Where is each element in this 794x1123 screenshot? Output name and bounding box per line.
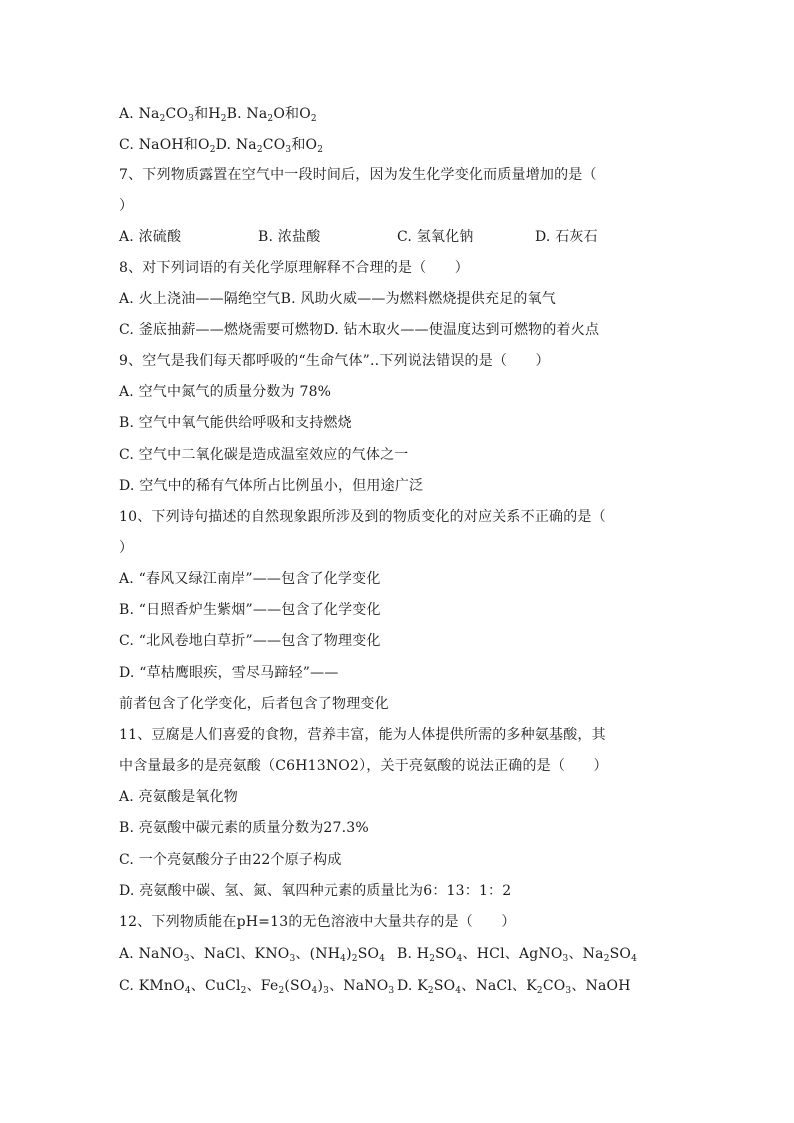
q9-option-d: D. 空气中的稀有气体所占比例虽小，但用途广泛 — [119, 478, 424, 494]
q7-option-a: A. 浓硫酸 — [119, 229, 182, 245]
q9-option-c: C. 空气中二氧化碳是造成温室效应的气体之一 — [119, 447, 409, 463]
q12-stem: 12、下列物质能在pH=13的无色溶液中大量共存的是（ ） — [119, 914, 516, 930]
q9-option-b: B. 空气中氧气能供给呼吸和支持燃烧 — [119, 415, 352, 431]
q10-option-b: B. “日照香炉生紫烟”——包含了化学变化 — [119, 602, 381, 618]
q10-option-d: D. “草枯鹰眼疾，雪尽马蹄轻”—— — [119, 665, 339, 681]
q8-stem: 8、对下列词语的有关化学原理解释不合理的是（ ） — [119, 260, 469, 276]
q9-option-a: A. 空气中氮气的质量分数为 78% — [119, 384, 332, 400]
q10-option-a: A. “春风又绿江南岸”——包含了化学变化 — [119, 571, 381, 587]
q12-option-d: D. $K_2SO_4$、NaCl、$K_2CO_3$、NaOH — [397, 978, 631, 996]
q10-stem-close: ） — [119, 540, 134, 556]
q12-option-b: B. $H_2SO_4$、HCl、AgNO$_3$、$Na_2SO_4$ — [397, 946, 638, 964]
q11-stem: 11、豆腐是人们喜爱的食物，营养丰富，能为人体提供所需的多种氨基酸，其 — [119, 727, 606, 743]
q7-option-b: B. 浓盐酸 — [258, 229, 321, 245]
q11-option-d: D. 亮氨酸中碳、氢、氮、氧四种元素的质量比为6：13：1：2 — [119, 883, 512, 899]
q11-option-a: A. 亮氨酸是氧化物 — [119, 789, 239, 805]
q9-stem: 9、空气是我们每天都呼吸的“生命气体”..下列说法错误的是（ ） — [119, 353, 550, 369]
q8-options-ab: A. 火上浇油——隔绝空气B. 风助火威——为燃料燃烧提供充足的氧气 — [119, 291, 556, 307]
q7-option-c: C. 氢氧化钠 — [397, 229, 474, 245]
q11-option-b: B. 亮氨酸中碳元素的质量分数为27.3% — [119, 820, 369, 836]
q8-options-cd: C. 釜底抽薪——燃烧需要可燃物D. 钻木取火——使温度达到可燃物的着火点 — [119, 322, 600, 338]
q12-option-a: A. NaNO$_3$、NaCl、$KNO_3$、$(NH_4)_2SO_4$ — [119, 946, 386, 964]
q7-stem: 7、下列物质露置在空气中一段时间后，因为发生化学变化而质量增加的是（ — [119, 167, 597, 183]
q10-option-c: C. “北风卷地白草折”——包含了物理变化 — [119, 633, 381, 649]
q7-option-d: D. 石灰石 — [535, 229, 598, 245]
q6-options-cd: C. NaOH和$O_2D$. $Na_2CO_3$和$O_2$ — [119, 137, 324, 155]
q6-options-ab: A. $Na_2CO_3$和$H_2B$. $Na_2O$和$O_2$ — [119, 106, 317, 124]
q11-option-c: C. 一个亮氨酸分子由22个原子构成 — [119, 852, 342, 868]
q10-stem: 10、下列诗句描述的自然现象跟所涉及到的物质变化的对应关系不正确的是（ — [119, 509, 606, 525]
q12-option-c: C. KMnO$_4$、CuCl$_2$、$Fe_2(SO_4)_3$、NaNO$_3$ — [119, 978, 395, 996]
q7-stem-close: ） — [119, 198, 134, 214]
q11-stem-line2: 中含量最多的是亮氨酸（C6H13NO2），关于亮氨酸的说法正确的是（ ） — [119, 758, 608, 774]
q10-option-d-continuation: 前者包含了化学变化，后者包含了物理变化 — [119, 696, 389, 712]
